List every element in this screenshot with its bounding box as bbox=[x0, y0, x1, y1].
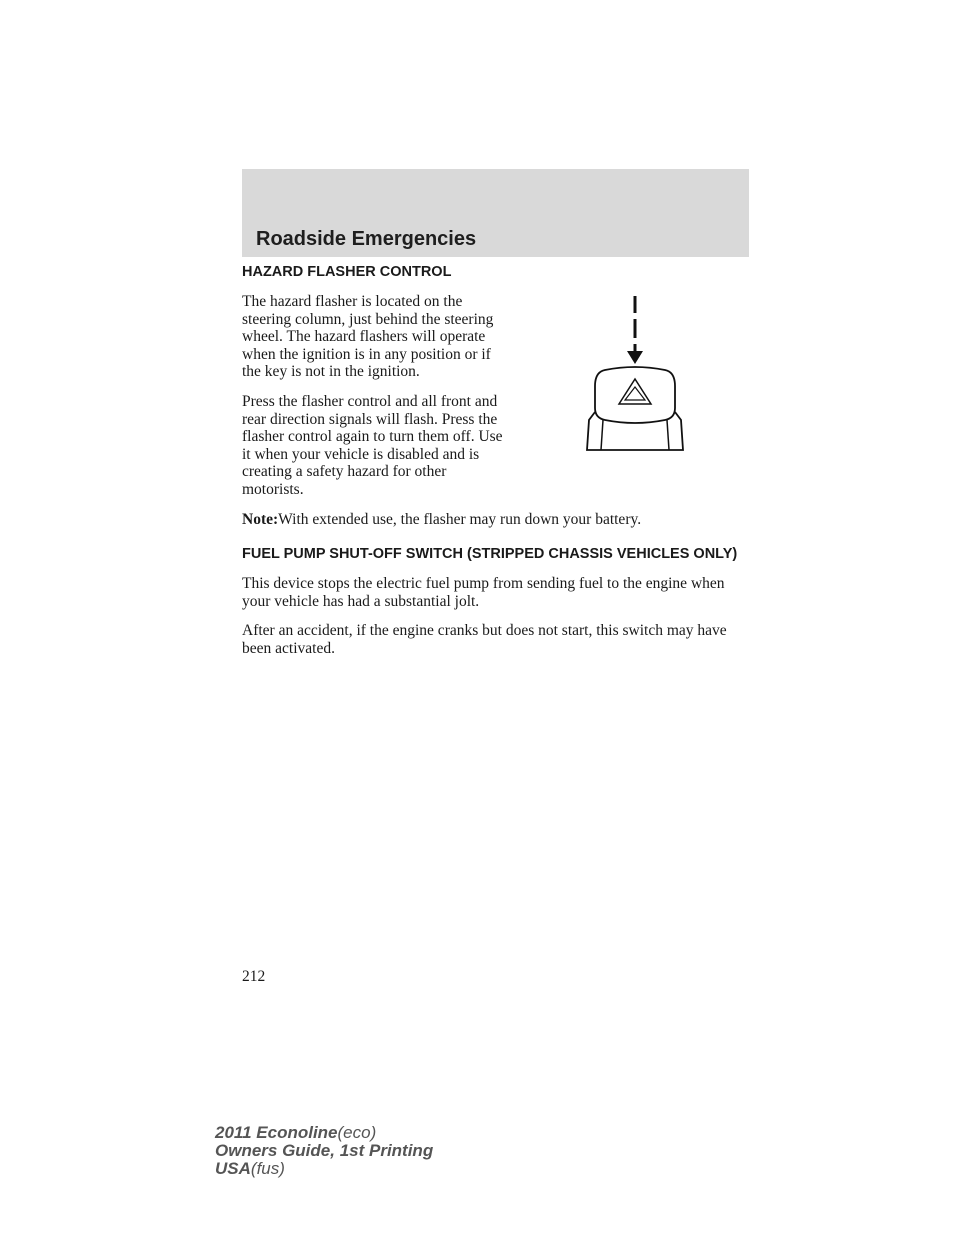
fuel-pump-paragraph-2: After an accident, if the engine cranks but does not start, this switch may have been activated. bbox=[242, 622, 727, 657]
footer-market: USA bbox=[215, 1159, 251, 1178]
hazard-flasher-heading: HAZARD FLASHER CONTROL bbox=[242, 264, 452, 280]
footer-model-code: (eco) bbox=[337, 1123, 377, 1142]
footer-printing: Owners Guide, 1st Printing bbox=[215, 1141, 434, 1160]
hazard-flasher-paragraph-2: Press the flasher control and all front and rear direction signals will flash. Press the flasher control again to turn them off. Use it when your vehicle is disabled and is creating a safety hazard for other motorists. bbox=[242, 392, 503, 498]
section-title: Roadside Emergencies bbox=[256, 228, 477, 250]
footer-line-3 bbox=[215, 1160, 433, 1178]
hazard-flasher-button-icon bbox=[574, 296, 694, 456]
footer-market-code: (fus) bbox=[250, 1159, 285, 1178]
page-number: 212 bbox=[242, 968, 266, 985]
document-footer bbox=[215, 1124, 433, 1178]
footer-line-2 bbox=[215, 1142, 433, 1160]
fuel-pump-paragraph-1: This device stops the electric fuel pump from sending fuel to the engine when your vehicle has had a substantial jolt. bbox=[242, 575, 725, 610]
footer-line-1 bbox=[215, 1124, 433, 1142]
section-header-bar bbox=[242, 169, 749, 257]
note-label: Note: bbox=[242, 510, 279, 528]
hazard-flasher-note bbox=[242, 511, 749, 529]
fuel-pump-heading: FUEL PUMP SHUT-OFF SWITCH (STRIPPED CHASSIS VEHICLES ONLY) bbox=[242, 546, 738, 563]
hazard-flasher-paragraph-1: The hazard flasher is located on the steering column, just behind the steering wheel. The hazard flashers will operate when the ignition is in any position or if the key is not in the ignition. bbox=[242, 293, 494, 381]
note-text: With extended use, the flasher may run down your battery. bbox=[278, 510, 642, 528]
footer-model: 2011 Econoline bbox=[215, 1123, 338, 1142]
